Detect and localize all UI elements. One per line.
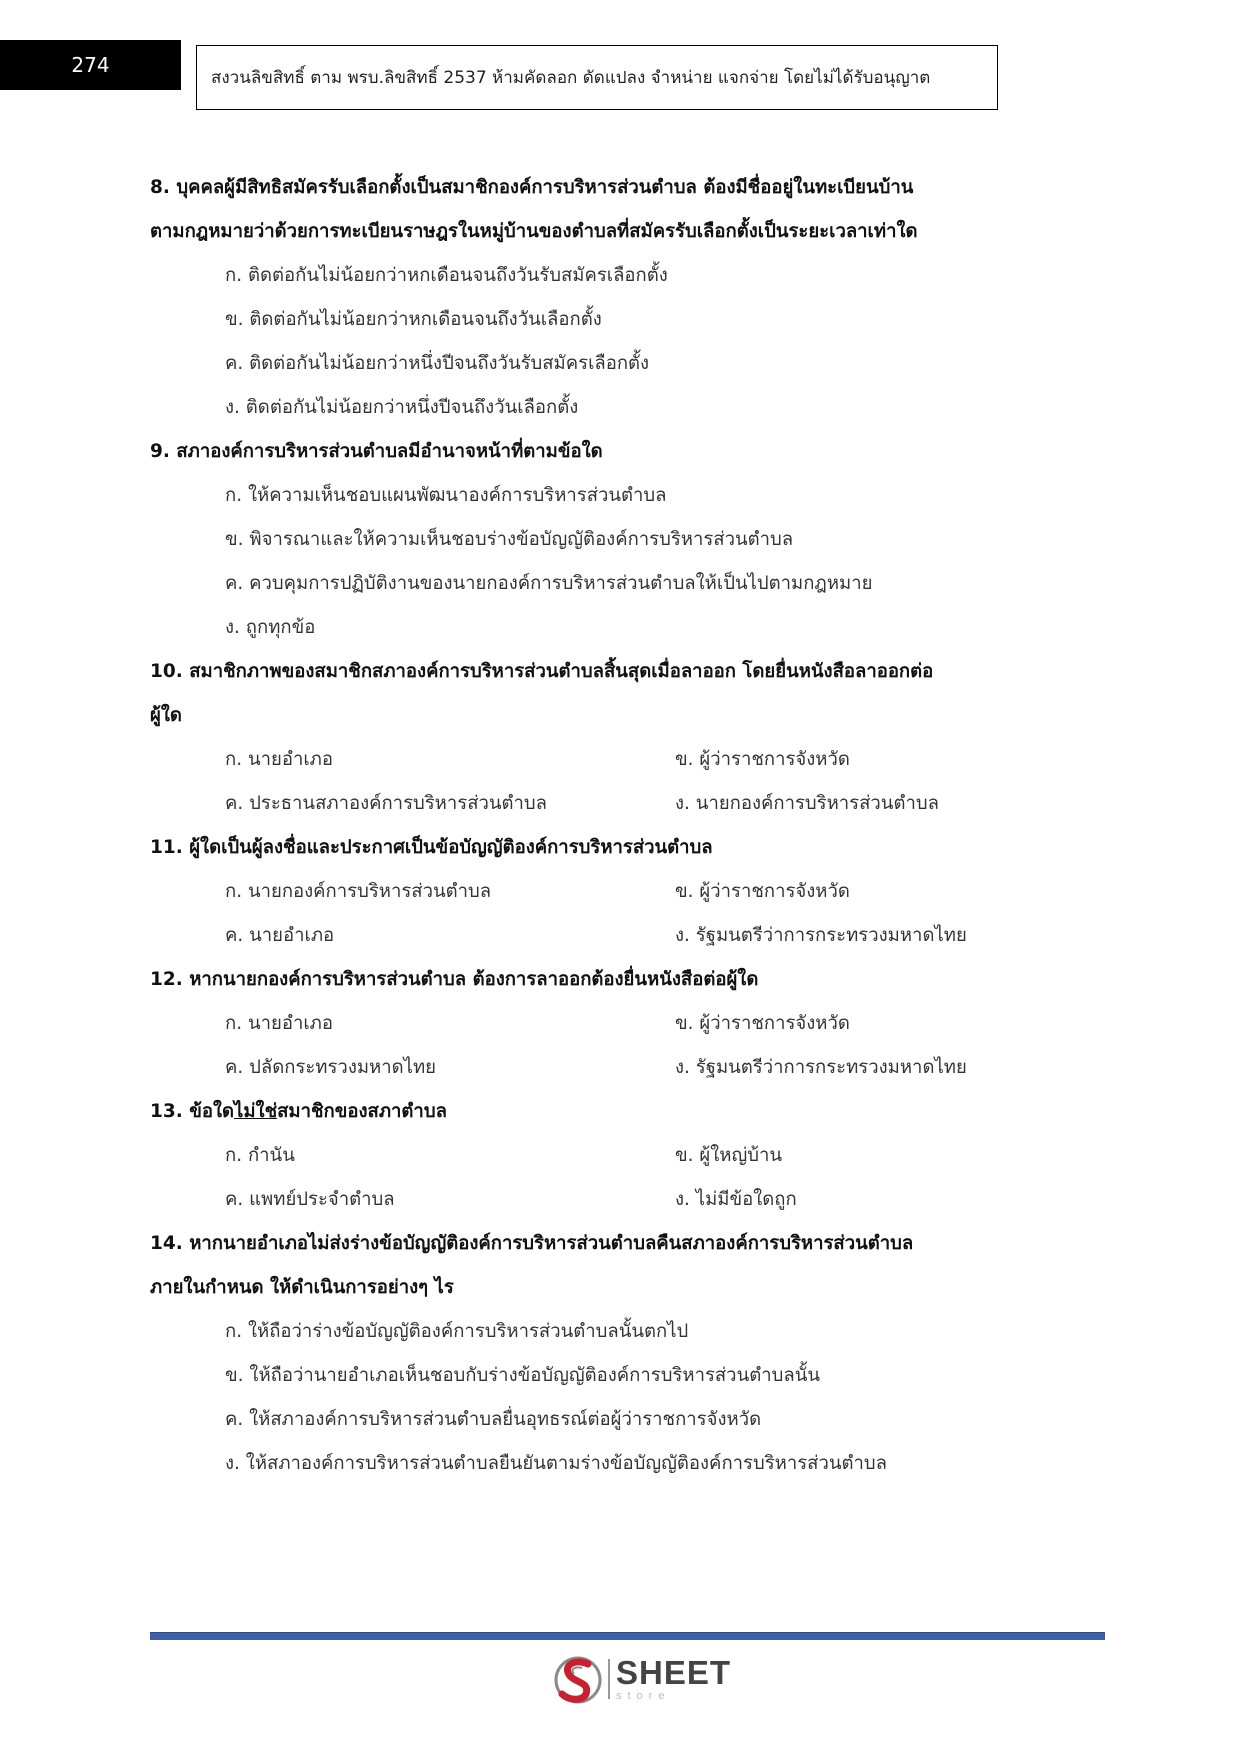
options-grid xyxy=(150,870,1090,958)
question-text: ผู้ใด xyxy=(150,705,182,726)
option-b: ข. พิจารณาและให้ความเห็นชอบร่างข้อบัญญัติองค์การบริหารส่วนตำบล xyxy=(225,529,794,550)
page-number: 274 xyxy=(0,40,181,90)
logo-text xyxy=(616,1656,731,1702)
question-text-post: สมาชิกของสภาตำบล xyxy=(277,1101,447,1122)
option-d: ง. ไม่มีข้อใดถูก xyxy=(675,1189,797,1210)
option-b: ข. ผู้ว่าราชการจังหวัด xyxy=(675,749,850,770)
option-a: ก. กำนัน xyxy=(225,1145,295,1166)
option-c: ค. ปลัดกระทรวงมหาดไทย xyxy=(225,1057,436,1078)
option-b: ข. ผู้ว่าราชการจังหวัด xyxy=(675,881,850,902)
question-text: ตามกฎหมายว่าด้วยการทะเบียนราษฎรในหมู่บ้านของตำบลที่สมัครรับเลือกตั้งเป็นระยะเวลาเท่าใด xyxy=(150,221,918,242)
question-13 xyxy=(150,1090,1090,1222)
question-9 xyxy=(150,430,1090,650)
options-grid xyxy=(150,738,1090,826)
logo-word: SHEET xyxy=(616,1654,732,1691)
question-text: 9. สภาองค์การบริหารส่วนตำบลมีอำนาจหน้าที่ตามข้อใด xyxy=(150,441,603,462)
question-text-emphasis: ไม่ใช่ xyxy=(234,1101,278,1122)
option-d: ง. รัฐมนตรีว่าการกระทรวงมหาดไทย xyxy=(675,1057,967,1078)
question-text: 11. ผู้ใดเป็นผู้ลงชื่อและประกาศเป็นข้อบัญญัติองค์การบริหารส่วนตำบล xyxy=(150,837,713,858)
option-a: ก. นายกองค์การบริหารส่วนตำบล xyxy=(225,881,492,902)
logo-subword: store xyxy=(616,1690,671,1702)
question-text: 14. หากนายอำเภอไม่ส่งร่างข้อบัญญัติองค์การบริหารส่วนตำบลคืนสภาองค์การบริหารส่วนตำบล xyxy=(150,1233,914,1254)
option-d: ง. ถูกทุกข้อ xyxy=(225,617,316,638)
logo-separator xyxy=(608,1659,610,1699)
option-b: ข. ให้ถือว่านายอำเภอเห็นชอบกับร่างข้อบัญญัติองค์การบริหารส่วนตำบลนั้น xyxy=(225,1365,820,1386)
option-c: ค. ติดต่อกันไม่น้อยกว่าหนึ่งปีจนถึงวันรับสมัครเลือกตั้ง xyxy=(225,353,650,374)
option-d: ง. นายกองค์การบริหารส่วนตำบล xyxy=(675,793,939,814)
question-text: 8. บุคคลผู้มีสิทธิสมัครรับเลือกตั้งเป็นสมาชิกองค์การบริหารส่วนตำบล ต้องมีชื่ออยู่ในทะเบียนบ้าน xyxy=(150,177,914,198)
option-c: ค. แพทย์ประจำตำบล xyxy=(225,1189,395,1210)
option-d: ง. ติดต่อกันไม่น้อยกว่าหนึ่งปีจนถึงวันเลือกตั้ง xyxy=(225,397,579,418)
question-text xyxy=(150,1090,1090,1134)
option-b: ข. ผู้ใหญ่บ้าน xyxy=(675,1145,783,1166)
question-text: 10. สมาชิกภาพของสมาชิกสภาองค์การบริหารส่วนตำบลสิ้นสุดเมื่อลาออก โดยยื่นหนังสือลาออกต่อ xyxy=(150,661,934,682)
question-text: ภายในกำหนด ให้ดำเนินการอย่างๆ ไร xyxy=(150,1277,454,1298)
question-8 xyxy=(150,166,1090,430)
option-a: ก. ติดต่อกันไม่น้อยกว่าหกเดือนจนถึงวันรับสมัครเลือกตั้ง xyxy=(225,265,668,286)
option-d: ง. รัฐมนตรีว่าการกระทรวงมหาดไทย xyxy=(675,925,967,946)
question-text: 12. หากนายกองค์การบริหารส่วนตำบล ต้องการลาออกต้องยื่นหนังสือต่อผู้ใด xyxy=(150,969,759,990)
option-a: ก. นายอำเภอ xyxy=(225,749,333,770)
option-c: ค. ประธานสภาองค์การบริหารส่วนตำบล xyxy=(225,793,548,814)
option-b: ข. ผู้ว่าราชการจังหวัด xyxy=(675,1013,850,1034)
sheet-logo-icon xyxy=(552,1652,604,1706)
option-d: ง. ให้สภาองค์การบริหารส่วนตำบลยืนยันตามร่างข้อบัญญัติองค์การบริหารส่วนตำบล xyxy=(225,1453,887,1474)
copyright-text: สงวนลิขสิทธิ์ ตาม พรบ.ลิขสิทธิ์ 2537 ห้ามคัดลอก ดัดแปลง จำหน่าย แจกจ่าย โดยไม่ได้รับอนุญาต xyxy=(211,68,931,88)
sheet-store-logo xyxy=(552,1652,731,1706)
option-c: ค. ให้สภาองค์การบริหารส่วนตำบลยื่นอุทธรณ์ต่อผู้ว่าราชการจังหวัด xyxy=(225,1409,762,1430)
question-14 xyxy=(150,1222,1090,1486)
option-c: ค. ควบคุมการปฏิบัติงานของนายกองค์การบริหารส่วนตำบลให้เป็นไปตามกฎหมาย xyxy=(225,573,873,594)
option-c: ค. นายอำเภอ xyxy=(225,925,335,946)
option-a: ก. นายอำเภอ xyxy=(225,1013,333,1034)
question-12 xyxy=(150,958,1090,1090)
option-b: ข. ติดต่อกันไม่น้อยกว่าหกเดือนจนถึงวันเลือกตั้ง xyxy=(225,309,602,330)
question-11 xyxy=(150,826,1090,958)
option-a: ก. ให้ความเห็นชอบแผนพัฒนาองค์การบริหารส่วนตำบล xyxy=(225,485,667,506)
question-list xyxy=(150,166,1090,1486)
options-grid xyxy=(150,1134,1090,1222)
footer-divider xyxy=(150,1632,1105,1640)
copyright-notice xyxy=(196,45,998,110)
options-grid xyxy=(150,1002,1090,1090)
question-text-pre: 13. ข้อใด xyxy=(150,1101,235,1122)
question-10 xyxy=(150,650,1090,826)
option-a: ก. ให้ถือว่าร่างข้อบัญญัติองค์การบริหารส่วนตำบลนั้นตกไป xyxy=(225,1321,689,1342)
